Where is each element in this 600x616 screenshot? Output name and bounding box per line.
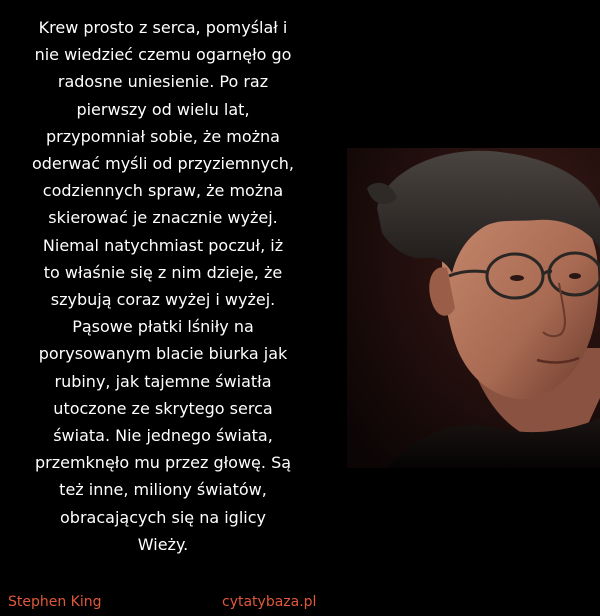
footer — [0, 592, 600, 616]
author-link[interactable]: Stephen King — [8, 594, 102, 610]
quote-line: pierwszy od wielu lat, — [76, 99, 250, 119]
quote-line: przemknęło mu przez głowę. Są — [34, 453, 292, 473]
quote-line: rubiny, jak tajemne światła — [54, 371, 272, 391]
quote-line: Wieży. — [137, 534, 189, 554]
quote-line: przypomniał sobie, że można — [46, 126, 280, 146]
quote-line: porysowanym blacie biurka jak — [38, 344, 288, 364]
quote-line: Pąsowe płatki lśniły na — [72, 317, 254, 337]
quote-line: radosne uniesienie. Po raz — [57, 72, 269, 92]
quote-line: też inne, miliony światów, — [59, 480, 267, 500]
quote-line: oderwać myśli od przyziemnych, — [31, 154, 295, 174]
quote-line: szybują coraz wyżej i wyżej. — [50, 290, 276, 310]
quote-text — [8, 14, 318, 558]
quote-line: Krew prosto z serca, pomyślał i — [38, 18, 288, 37]
quote-line: codziennych spraw, że można — [42, 181, 284, 201]
site-link[interactable]: cytatybaza.pl — [222, 594, 317, 610]
quote-line: nie wiedzieć czemu ogarnęło go — [34, 45, 292, 65]
quote-line: Niemal natychmiast poczuł, iż — [42, 235, 284, 255]
quote-line: skierować je znacznie wyżej. — [48, 208, 278, 228]
quote-line: obracających się na iglicy — [60, 507, 266, 527]
author-photo — [347, 148, 600, 468]
quote-line: świata. Nie jednego świata, — [53, 426, 273, 446]
quote-line: utoczone ze skrytego serca — [53, 398, 273, 418]
quote-line: to właśnie się z nim dzieje, że — [43, 262, 283, 282]
